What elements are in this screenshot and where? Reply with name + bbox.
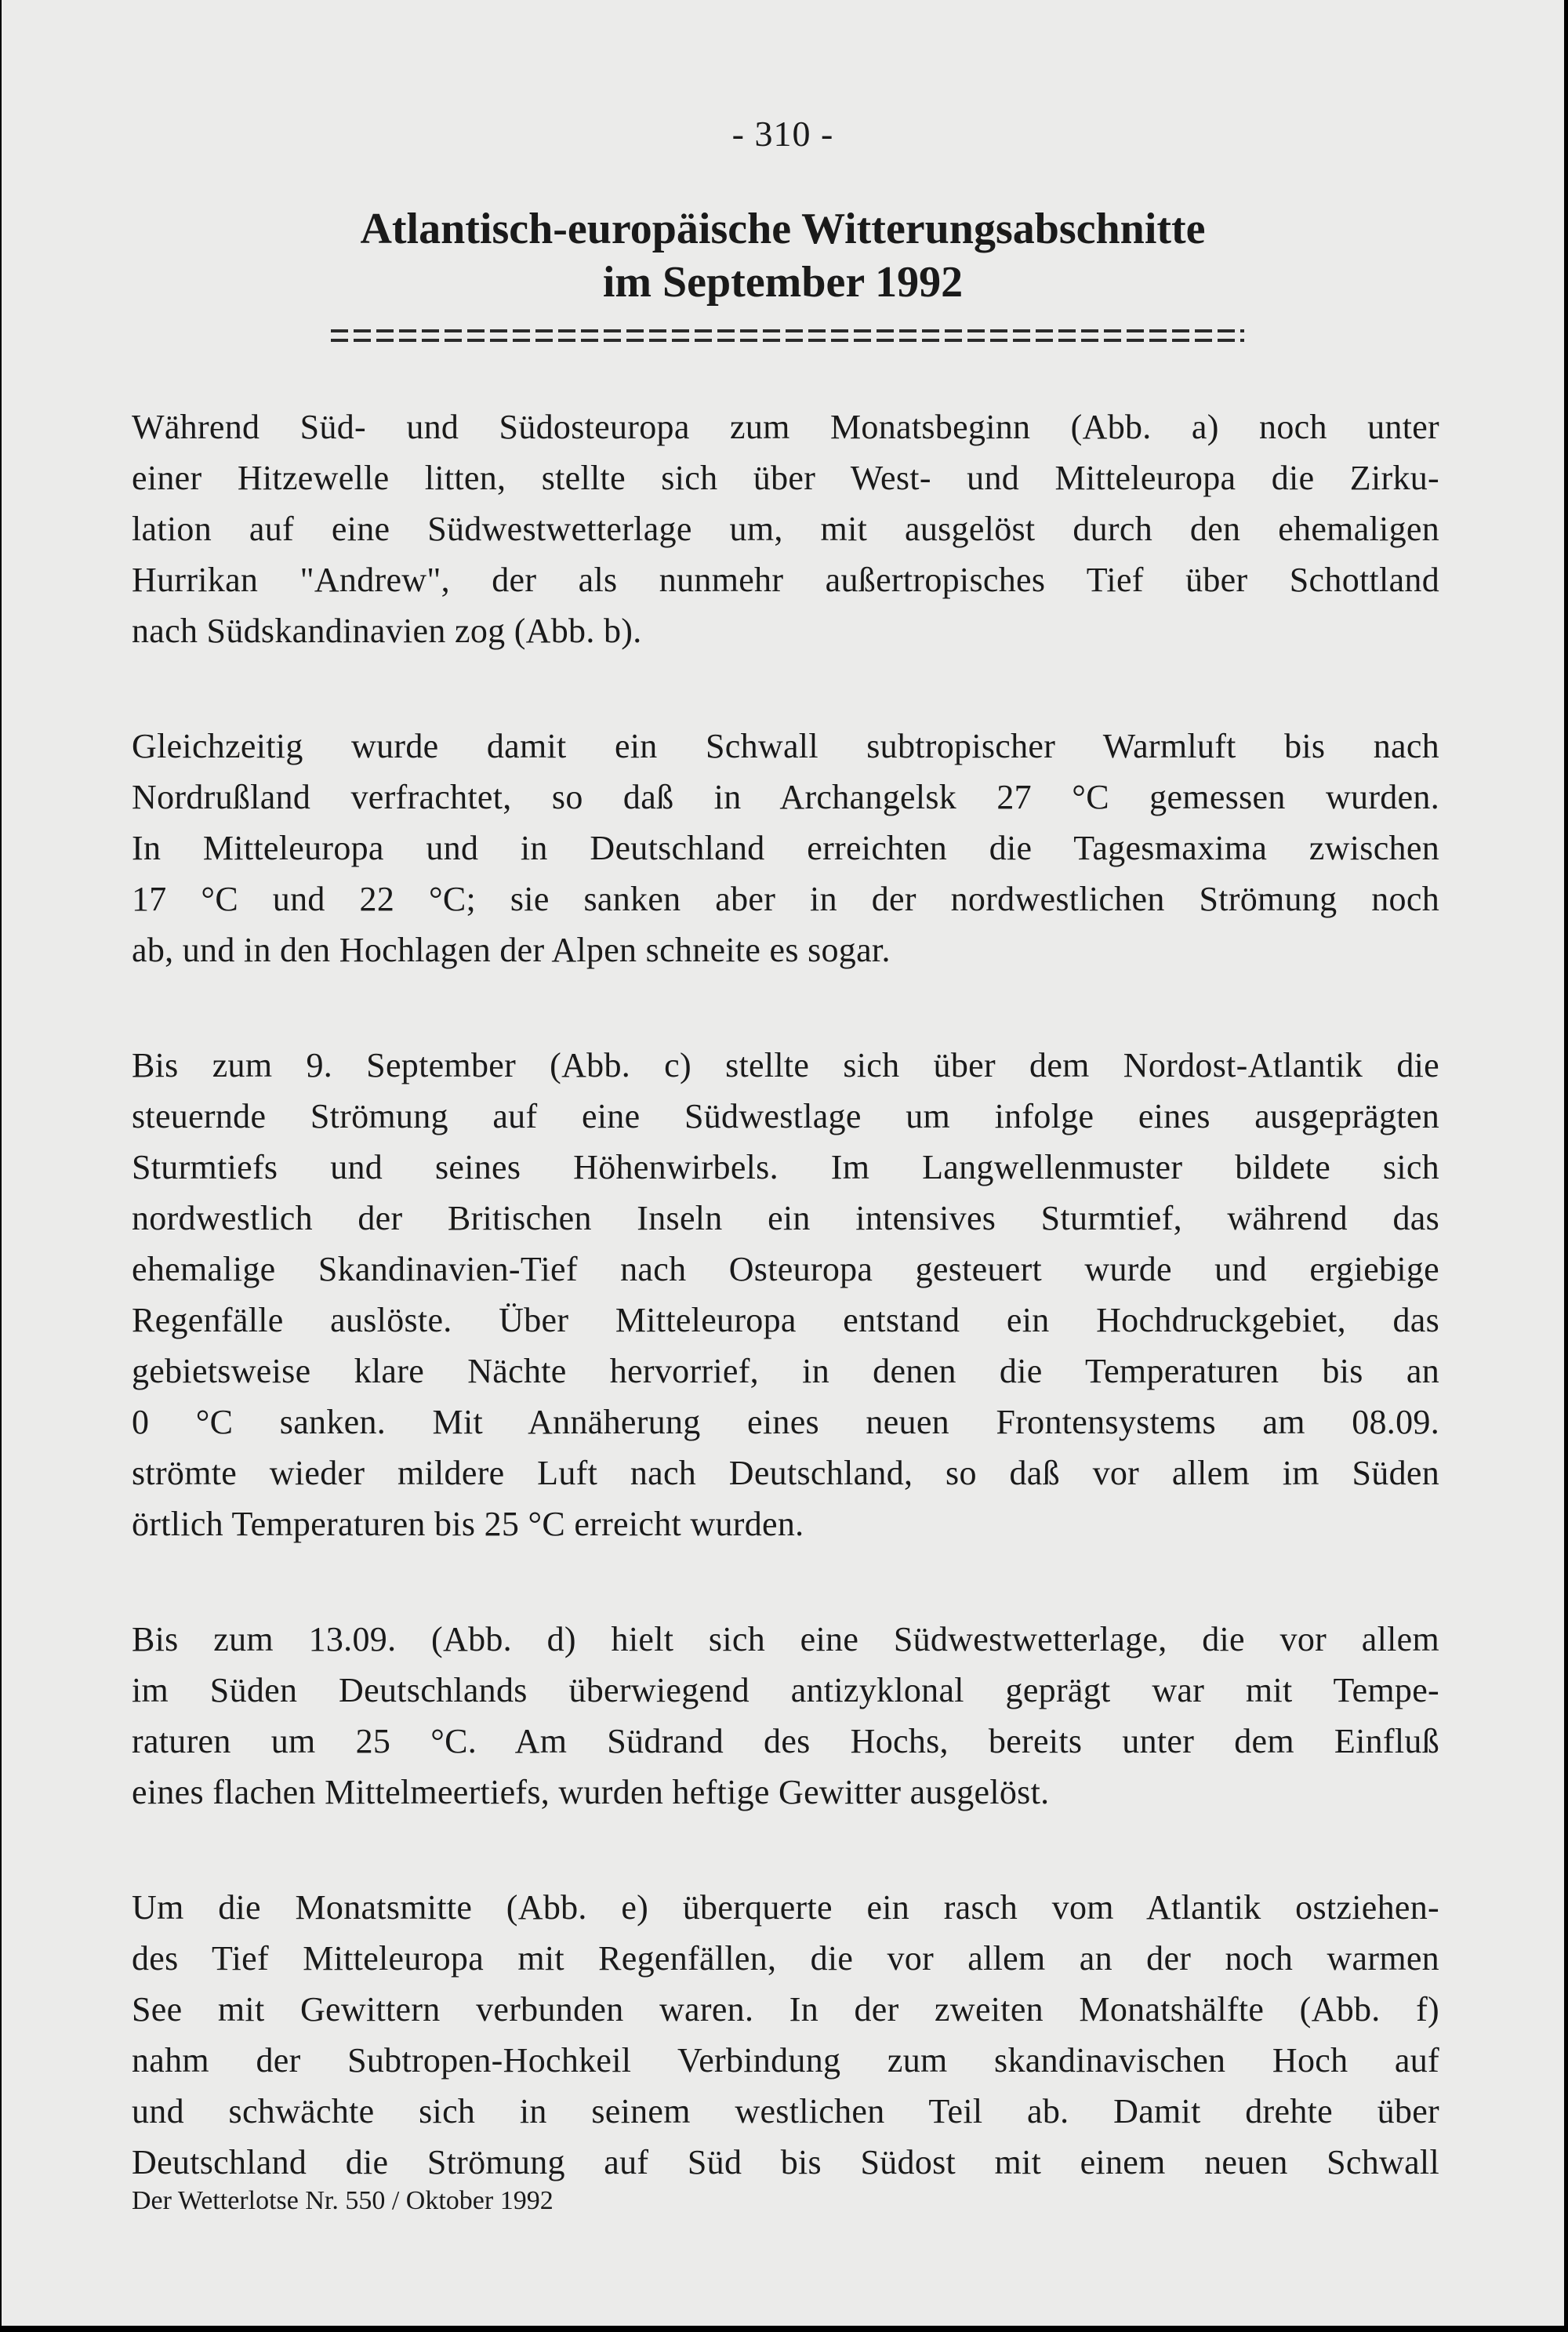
text-line: Sturmtiefs und seines Höhenwirbels. Im Langwellenmuster bildete sich bbox=[132, 1148, 1439, 1186]
text-line: im Süden Deutschlands überwiegend antizyklonal geprägt war mit Tempe- bbox=[132, 1671, 1439, 1709]
paragraph-4 bbox=[132, 1614, 1439, 1818]
text-line: örtlich Temperaturen bis 25 °C erreicht wurden. bbox=[132, 1505, 804, 1543]
text-line: eines flachen Mittelmeertiefs, wurden heftige Gewitter ausgelöst. bbox=[132, 1773, 1050, 1811]
text-line: 17 °C und 22 °C; sie sanken aber in der nordwestlichen Strömung noch bbox=[132, 880, 1439, 918]
text-line: steuernde Strömung auf eine Südwestlage um infolge eines ausgeprägten bbox=[132, 1097, 1439, 1135]
text-line: See mit Gewittern verbunden waren. In der zweiten Monatshälfte (Abb. f) bbox=[132, 1990, 1439, 2029]
text-line: Hurrikan "Andrew", der als nunmehr außertropisches Tief über Schottland bbox=[132, 561, 1439, 599]
document-page bbox=[2, 0, 1564, 2326]
paragraph-1 bbox=[132, 401, 1439, 656]
text-line: Regenfälle auslöste. Über Mitteleuropa entstand ein Hochdruckgebiet, das bbox=[132, 1301, 1439, 1339]
text-line: Gleichzeitig wurde damit ein Schwall subtropischer Warmluft bis nach bbox=[132, 727, 1439, 765]
text-line: Um die Monatsmitte (Abb. e) überquerte ein rasch vom Atlantik ostziehen- bbox=[132, 1888, 1439, 1927]
text-line: Deutschland die Strömung auf Süd bis Südost mit einem neuen Schwall bbox=[132, 2143, 1439, 2181]
title-line-2: im September 1992 bbox=[602, 258, 964, 307]
page-footer: Der Wetterlotse Nr. 550 / Oktober 1992 bbox=[132, 2186, 554, 2215]
text-line: ehemalige Skandinavien-Tief nach Osteuropa gesteuert wurde und ergiebige bbox=[132, 1250, 1439, 1288]
text-line: einer Hitzewelle litten, stellte sich über West- und Mitteleuropa die Zirku- bbox=[132, 459, 1439, 497]
title-line-1: Atlantisch-europäische Witterungsabschnitte bbox=[360, 205, 1206, 253]
text-line: gebietsweise klare Nächte hervorrief, in denen die Temperaturen bis an bbox=[132, 1352, 1439, 1390]
text-line: raturen um 25 °C. Am Südrand des Hochs, bereits unter dem Einfluß bbox=[132, 1722, 1439, 1760]
text-line: Während Süd- und Südosteuropa zum Monatsbeginn (Abb. a) noch unter bbox=[132, 408, 1439, 446]
text-line: Nordrußland verfrachtet, so daß in Archangelsk 27 °C gemessen wurden. bbox=[132, 778, 1439, 816]
page-number: - 310 - bbox=[731, 114, 834, 154]
text-line: Bis zum 9. September (Abb. c) stellte sich über dem Nordost-Atlantik die bbox=[132, 1046, 1439, 1084]
title-underline-rule bbox=[331, 328, 1244, 345]
text-line: 0 °C sanken. Mit Annäherung eines neuen Frontensystems am 08.09. bbox=[132, 1403, 1439, 1441]
text-line: In Mitteleuropa und in Deutschland erreichten die Tagesmaxima zwischen bbox=[132, 829, 1439, 867]
text-line: nahm der Subtropen-Hochkeil Verbindung zum skandinavischen Hoch auf bbox=[132, 2041, 1439, 2080]
text-line: und schwächte sich in seinem westlichen Teil ab. Damit drehte über bbox=[132, 2092, 1439, 2130]
paragraph-2 bbox=[132, 721, 1439, 975]
paragraph-3 bbox=[132, 1040, 1439, 1549]
paragraph-5 bbox=[132, 1882, 1439, 2188]
page-title bbox=[2, 202, 1564, 309]
text-line: lation auf eine Südwestwetterlage um, mit ausgelöst durch den ehemaligen bbox=[132, 510, 1439, 548]
text-line: Bis zum 13.09. (Abb. d) hielt sich eine Südwestwetterlage, die vor allem bbox=[132, 1620, 1439, 1658]
text-line: ab, und in den Hochlagen der Alpen schneite es sogar. bbox=[132, 931, 891, 969]
text-line: nordwestlich der Britischen Inseln ein intensives Sturmtief, während das bbox=[132, 1199, 1439, 1237]
body-text bbox=[132, 401, 1439, 2252]
text-line: des Tief Mitteleuropa mit Regenfällen, die vor allem an der noch warmen bbox=[132, 1939, 1439, 1978]
text-line: strömte wieder mildere Luft nach Deutschland, so daß vor allem im Süden bbox=[132, 1454, 1439, 1492]
text-line: nach Südskandinavien zog (Abb. b). bbox=[132, 612, 642, 650]
